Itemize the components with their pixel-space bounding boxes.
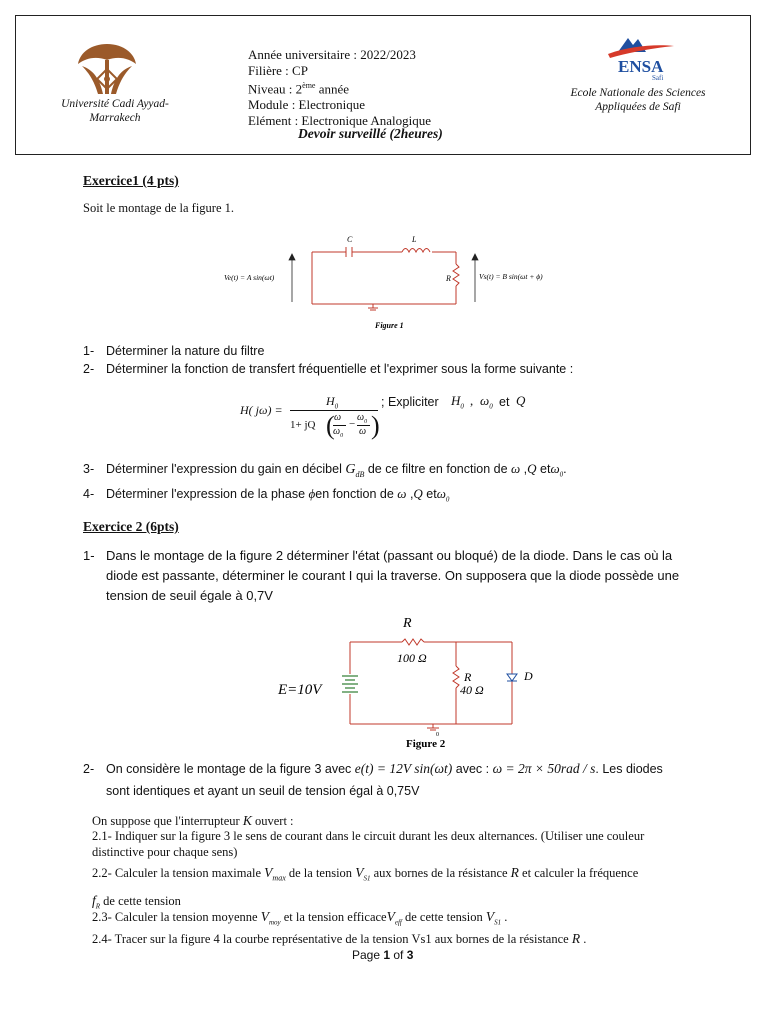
exercise2-title: Exercice 2 (6pts) [83, 519, 179, 534]
fig2-caption: Figure 2 [406, 738, 446, 750]
fig1-label-l: L [412, 235, 417, 244]
exam-title: Devoir surveillé (2heures) [298, 126, 443, 141]
fig1-label-c: C [347, 235, 353, 244]
ex2-q1: 1- Dans le montage de la figure 2 déterminer l'état (passant ou bloqué) de la diode. Dans le cas où la diode est passante, déterminer le courant I qui la traverse. On supposera que la diode possède une tension de seuil égale à 0,7V [83, 548, 680, 603]
ex2-s24: 2.4- Tracer sur la figure 4 la courbe représentative de la tension Vs1 aux bornes de la résistance R . [92, 931, 587, 946]
fig2-label-r-top: R [403, 616, 412, 631]
academic-year: Année universitaire : 2022/2023 [248, 47, 416, 62]
ensa-logo-icon [600, 30, 680, 82]
exercise1-intro: Soit le montage de la figure 1. [83, 201, 235, 215]
fig1-label-ve: Ve(t) = A sin(ωt) [224, 273, 275, 282]
fig2-label-r-mid: R [464, 670, 472, 684]
school-name: Ecole Nationale des Sciences Appliquées de Safi [570, 87, 706, 113]
ex2-s22: 2.2- Calculer la tension maximale $V_{max}$ de la tension $V_{S1}$ aux bornes de la résistance R et calculer la fréquence $f_R$ de cette tension [92, 865, 639, 911]
university-name: Université Cadi Ayyad-Marrakech [61, 98, 169, 124]
ex1-q3: 3- Déterminer l'expression du gain en décibel $G_{dB}$ de ce filtre en fonction de ω ,Q etω$_0$. [83, 461, 567, 479]
fig2-label-e: E=10V [278, 682, 322, 698]
exercise1-title: Exercice1 (4 pts) [83, 173, 179, 188]
figure1-circuit [220, 232, 570, 334]
fig1-caption: Figure 1 [375, 321, 404, 330]
university-logo-icon [72, 38, 142, 98]
fig2-label-gnd: 0 [436, 732, 439, 738]
ex1-q1: 1- Déterminer la nature du filtre [83, 344, 265, 358]
ex2-sub-intro: On suppose que l'interrupteur K ouvert : [92, 813, 294, 828]
fig2-label-d: D [524, 669, 533, 683]
ex2-s23: 2.3- Calculer la tension moyenne $V_{moy}$ et la tension efficaceV$_{eff}$ de cette tension $V_{S1}$ . [92, 909, 508, 927]
ensa-logo-text: ENSA [618, 57, 664, 76]
ex1-q2: 2- Déterminer la fonction de transfert fréquentielle et l'exprimer sous la forme suivante : [83, 362, 574, 376]
course-info [248, 47, 431, 128]
fig2-label-r-mid-val: 40 Ω [460, 683, 484, 697]
ex2-q2: 2- On considère le montage de la figure 3 avec e(t) = 12V sin(ωt) avec : ω = 2π × 50rad / s. Les diodes sont identiques et ayant un seuil de tension égal à 0,75V [83, 761, 663, 798]
ex1-q4: 4- Déterminer l'expression de la phase ϕen fonction de ω ,Q etω$_0$ [83, 486, 450, 504]
fig1-label-vs: Vs(t) = B sin(ωt + ϕ) [479, 272, 543, 281]
element: Elément : Electronique Analogique [248, 112, 432, 128]
page-indicator: Page 1 of 3 [352, 948, 414, 962]
figure2-circuit [270, 610, 533, 752]
filiere: Filière : CP [248, 62, 308, 78]
ensa-logo-sub: Safi [652, 74, 664, 82]
niveau: Niveau : 2ème année [248, 81, 350, 97]
fig2-label-r-top-val: 100 Ω [397, 651, 427, 665]
module: Module : Electronique [248, 97, 365, 113]
ex2-s21: 2.1- Indiquer sur la figure 3 le sens de courant dans le circuit durant les deux alternances. (Utiliser une couleur distinctive pour chaque sens) [92, 829, 645, 859]
fig1-label-r: R [446, 274, 451, 283]
transfer-function-formula: H( jω) = $H_0$ 1+ jQ ( ω $\omega_0$ − $\omega_0$ ω ) ; Expliciter $H_0$ , $\omega_0$ et Q [240, 393, 526, 440]
